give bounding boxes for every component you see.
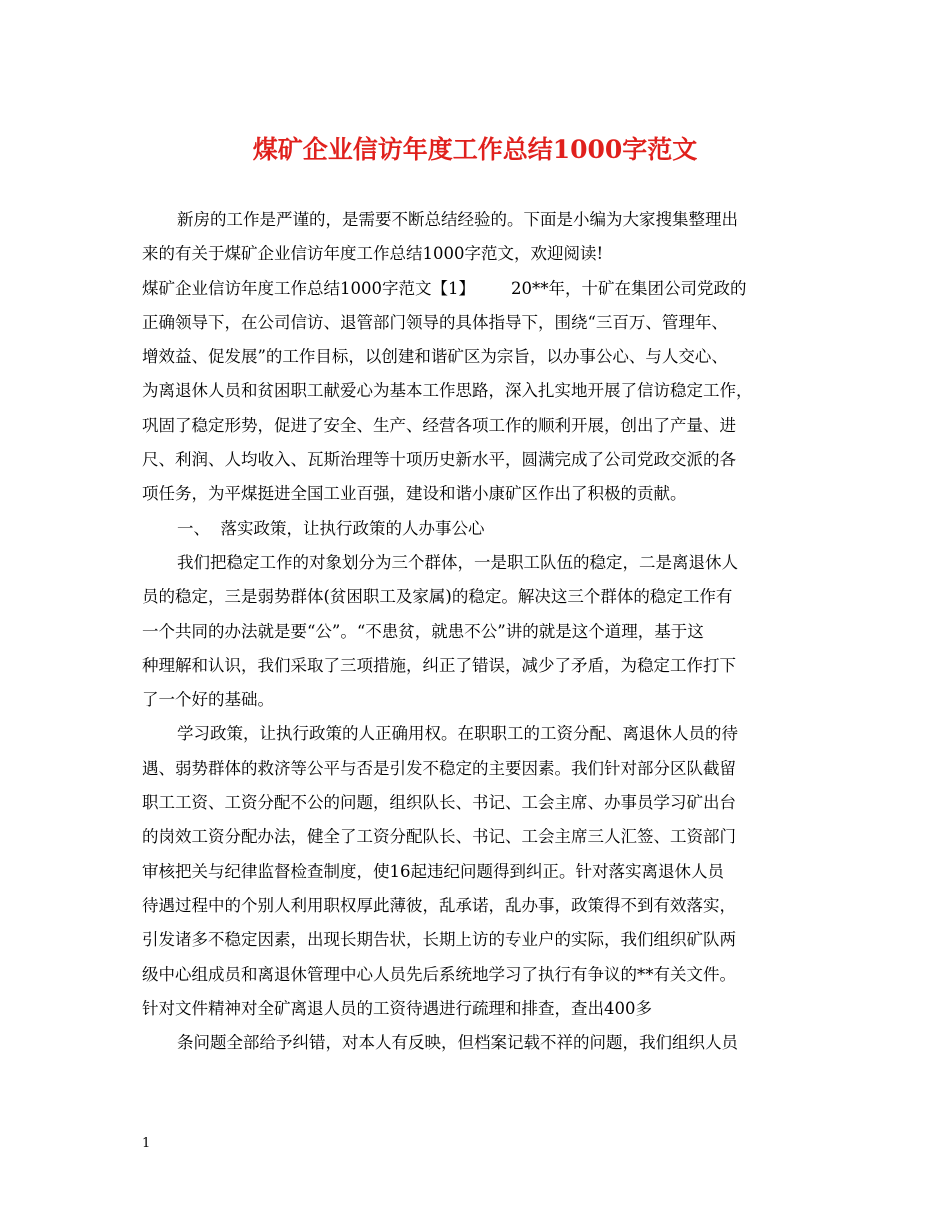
body-line: 我们把稳定工作的对象划分为三个群体，一是职工队伍的稳定，二是离退休人 — [177, 552, 738, 572]
body-line: 待遇过程中的个别人利用职权厚此薄彼，乱承诺，乱办事，政策得不到有效落实， — [142, 895, 736, 915]
section-heading: 一、 落实政策，让执行政策的人办事公心 — [177, 518, 485, 538]
body-line: 员的稳定，三是弱势群体(贫困职工及家属)的稳定。解决这三个群体的稳定工作有 — [142, 587, 733, 607]
body-line: 巩固了稳定形势，促进了安全、生产、经营各项工作的顺利开展，创出了产量、进 — [142, 415, 736, 435]
body-line: 了一个好的基础。 — [142, 690, 274, 710]
body-line: 一个共同的办法就是要“公”。“不患贫，就患不公”讲的就是这个道理，基于这 — [142, 621, 704, 641]
body-line: 级中心组成员和离退休管理中心人员先后系统地学习了执行有争议的**有关文件。 — [142, 964, 736, 984]
body-line-with-heading — [142, 272, 822, 306]
body-line: 为离退休人员和贫困职工献爱心为基本工作思路，深入扎实地开展了信访稳定工作， — [142, 381, 753, 401]
body-line: 新房的工作是严谨的，是需要不断总结经验的。下面是小编为大家搜集整理出 — [177, 210, 738, 229]
body-line: 学习政策，让执行政策的人正确用权。在职职工的工资分配、离退休人员的待 — [177, 724, 738, 744]
body-line: 针对文件精神对全矿离退人员的工资待遇进行疏理和排查，查出400多 — [142, 998, 652, 1018]
document-title: 煤矿企业信访年度工作总结1000字范文 — [252, 135, 698, 164]
body-line: 种理解和认识，我们采取了三项措施，纠正了错误，减少了矛盾，为稳定工作打下 — [142, 655, 736, 675]
body-line: 增效益、促发展”的工作目标，以创建和谐矿区为宗旨，以办事公心、与人交心、 — [142, 347, 728, 367]
body-line: 项任务，为平煤挺进全国工业百强，建设和谐小康矿区作出了积极的贡献。 — [142, 484, 687, 504]
body-line: 遇、弱势群体的救济等公平与否是引发不稳定的主要因素。我们针对部分区队截留 — [142, 758, 736, 778]
body-line: 来的有关于煤矿企业信访年度工作总结1000字范文，欢迎阅读! — [142, 244, 604, 264]
body-line: 正确领导下，在公司信访、退管部门领导的具体指导下，围绕“三百万、管理年、 — [142, 312, 728, 332]
body-line: 职工工资、工资分配不公的问题，组织队长、书记、工会主席、办事员学习矿出台 — [142, 793, 736, 813]
page-number: 1 — [142, 1136, 151, 1151]
body-line: 条问题全部给予纠错，对本人有反映，但档案记载不祥的问题，我们组织人员 — [177, 1033, 738, 1053]
body-line: 尺、利润、人均收入、瓦斯治理等十项历史新水平，圆满完成了公司党政交派的各 — [142, 450, 736, 470]
section-heading-inline: 煤矿企业信访年度工作总结1000字范文【1】 — [142, 278, 475, 298]
body-line: 审核把关与纪律监督检查制度，使16起违纪问题得到纠正。针对落实离退休人员 — [142, 861, 724, 881]
body-line-inline: 20**年，十矿在集团公司党政的 — [511, 278, 747, 298]
body-line: 引发诸多不稳定因素，出现长期告状，长期上访的专业户的实际，我们组织矿队两 — [142, 930, 736, 950]
body-line: 的岗效工资分配办法，健全了工资分配队长、书记、工会主席三人汇签、工资部门 — [142, 827, 736, 847]
document-body — [142, 203, 822, 1060]
